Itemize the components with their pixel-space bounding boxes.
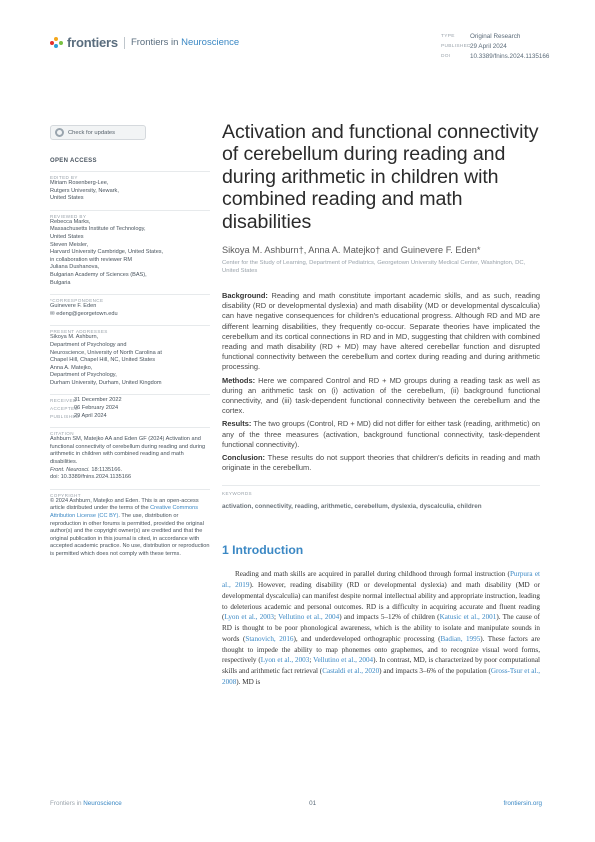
page-number: 01 [309,800,317,807]
authors: Sikoya M. Ashburn†, Anna A. Matejko† and Guinevere F. Eden* [222,245,481,256]
frontiers-logo-icon [50,37,64,49]
abstract-methods: Methods: Here we compared Control and RD + MD groups during a reading task as well as during an arithmetic task on (i) activation of the cerebellum, (ii) background functional connectivity, and (iii) task-dependent functional connectivity between the cerebellum and the cortex. [222,375,540,416]
citation-link[interactable]: Stanovich, 2016 [245,634,294,643]
citation-link[interactable]: Katusic et al., 2001 [439,613,497,622]
citation: Ashburn SM, Matejko AA and Eden GF (2024) Activation and functional connectivity of cerebellum during reading and during arithmetic in children with combined reading and math disabilities. Front. Neurosci. 18:1135166. doi: 10.3389/fnins.2024.1135166 [50,436,206,481]
intro-text: ) and impacts 3–6% of the population ( [379,666,491,675]
date-accepted: ACCEPTED 06 February 2024 [50,405,119,412]
citation-link[interactable]: Lyon et al., 2003 [260,656,310,665]
check-updates-icon [55,128,64,137]
citation-link[interactable]: Castaldi et al., 2020 [322,666,380,675]
abstract [222,291,540,473]
date-received: RECEIVED 31 December 2022 [50,397,122,404]
present-addresses-label: PRESENT ADDRESSES [50,325,210,334]
copyright: © 2024 Ashburn, Matejko and Eden. This is an open-access article distributed under the terms of the Creative Commons Attribution License (CC BY). The use, distribution or reproduction in other forums is permitted, provided the original author(s) and the copyright owner(s) are credited and that the original publication in this journal is cited, in accordance with accepted academic practice. No use, distribution or reproduction is permitted which does not comply with these terms. [50,497,210,557]
abstract-background: Background: Reading and math constitute important academic skills, and as such, reading disability (RD or developmental dyslexia) and math disability (MD or developmental dyscalculia) can have negative consequences for children's educational progress. Although RD and MD are different learning disabilities, they frequently co-occur. Separate theories have implicated the cerebellum and its cortical connections in RD and in MD, suggesting that children with combined reading and math disability (RD + MD) may have altered cerebellar function and disrupted functional connectivity between the cerebellum and cortex during reading and during arithmetic processing. [222,291,540,372]
page-footer [50,800,542,807]
section-heading-introduction: 1 Introduction [222,543,304,558]
intro-text: ) and impacts 5–12% of children ( [339,613,440,622]
footer-site-link[interactable]: frontiersin.org [503,800,542,807]
meta-type: TYPE Original Research [441,33,521,40]
article-title: Activation and functional connectivity of cerebellum during reading and during arithmetic in children with combined reading and math disabilities [222,121,539,233]
correspondence-label: *CORRESPONDENCE [50,294,210,303]
intro-text: Reading and math skills are acquired in parallel during childhood through formal instruction ( [235,570,510,579]
intro-text: ). These factors are thought to impede the ability to map phonemes onto graphemes, and to recognize visual word forms, respectively ( [222,634,540,665]
keywords-label: KEYWORDS [222,485,540,496]
logo-text: frontiers [67,35,118,50]
citation-link[interactable]: Purpura et al., 2019 [222,570,540,590]
affiliation: Center for the Study of Learning, Department of Pediatrics, Georgetown University Medical Center, Washington, DC, United States [222,260,526,275]
meta-published: PUBLISHED 29 April 2024 [441,43,507,50]
edited-by: Miriam Rosenberg-Lee, Rutgers University, Newark, United States [50,180,119,202]
intro-text: ). The cause of RD is thought to be poor phonological awareness, which is the ability to isolate and manipulate sounds in words ( [222,613,541,643]
frontiers-logo[interactable] [50,35,239,50]
citation-link[interactable]: Vellutino et al., 2004 [278,613,340,622]
open-access-label: OPEN ACCESS [50,158,97,164]
date-published: PUBLISHED 29 April 2024 [50,412,107,419]
citation-link[interactable]: Badian, 1995 [440,634,481,643]
sidebar [50,125,210,559]
logo-divider [124,37,125,49]
reviewed-by-label: REVIEWED BY [50,210,210,219]
abstract-results: Results: The two groups (Control, RD + MD) did not differ for either task (reading, arithmetic) on any of the three measures (activation, background functional connectivity, task-dependent functional connectivity). [222,419,540,449]
intro-text: ; [309,656,314,665]
meta-doi[interactable]: DOI 10.3389/fnins.2024.1135166 [441,53,550,60]
article-meta [441,32,549,62]
correspondence[interactable]: Guinevere F. Eden ✉ edeng@georgetown.edu [50,303,118,317]
check-updates-button[interactable]: Check for updates [50,125,146,140]
footer-journal[interactable]: Frontiers in Neuroscience [50,800,122,807]
citation-link[interactable]: Lyon et al., 2003 [224,613,274,622]
introduction-paragraph [222,569,540,687]
intro-text: ). However, reading disability (RD or developmental dyslexia) and math disability (MD or developmental dyscalculia) can manifest despite normal intellectual ability and appropriate instruction, leading to deleterious academic and personal outcomes. RD is a difficulty in acquiring accurate and fluent reading ( [222,581,540,622]
cc-by-link[interactable]: Creative Commons Attribution License (CC BY) [50,505,198,519]
citation-label: CITATION [50,427,210,436]
edited-by-label: EDITED BY [50,171,210,180]
present-addresses: Sikoya M. Ashburn, Department of Psychology and Neuroscience, University of North Carolina at Chapel Hill, Chapel Hill, NC, United States Anna A. Matejko, Department of Psychology, Durham University, Durham, United Kingdom [50,334,162,386]
intro-text: ), and underdeveloped orthographic processing ( [293,634,441,643]
citation-link[interactable]: Vellutino et al., 2004 [313,656,374,665]
intro-text: ). In contrast, MD, is characterized by poor computational skills and arithmetic fact retrieval ( [222,656,541,675]
reviewed-by: Rebecca Marks, Massachusetts Institute of Technology, United States Steven Meisler, Harvard University Cambridge, United States, in collaboration with reviewer RM Juliana Dushanova, Bulgarian Academy of Sciences (BAS), Bulgaria [50,218,164,286]
keywords: activation, connectivity, reading, arithmetic, cerebellum, dyslexia, dyscalculia, children [222,503,482,511]
copyright-label: COPYRIGHT [50,489,210,498]
journal-name: Frontiers in Neuroscience [130,37,240,48]
article-main [222,121,540,687]
intro-text: ; [273,613,279,622]
intro-text: ). MD is [236,677,261,686]
citation-link[interactable]: Gross-Tsur et al., 2008 [222,666,540,686]
abstract-conclusion: Conclusion: These results do not support theories that children's deficits in reading and math originate in the cerebellum. [222,453,540,473]
